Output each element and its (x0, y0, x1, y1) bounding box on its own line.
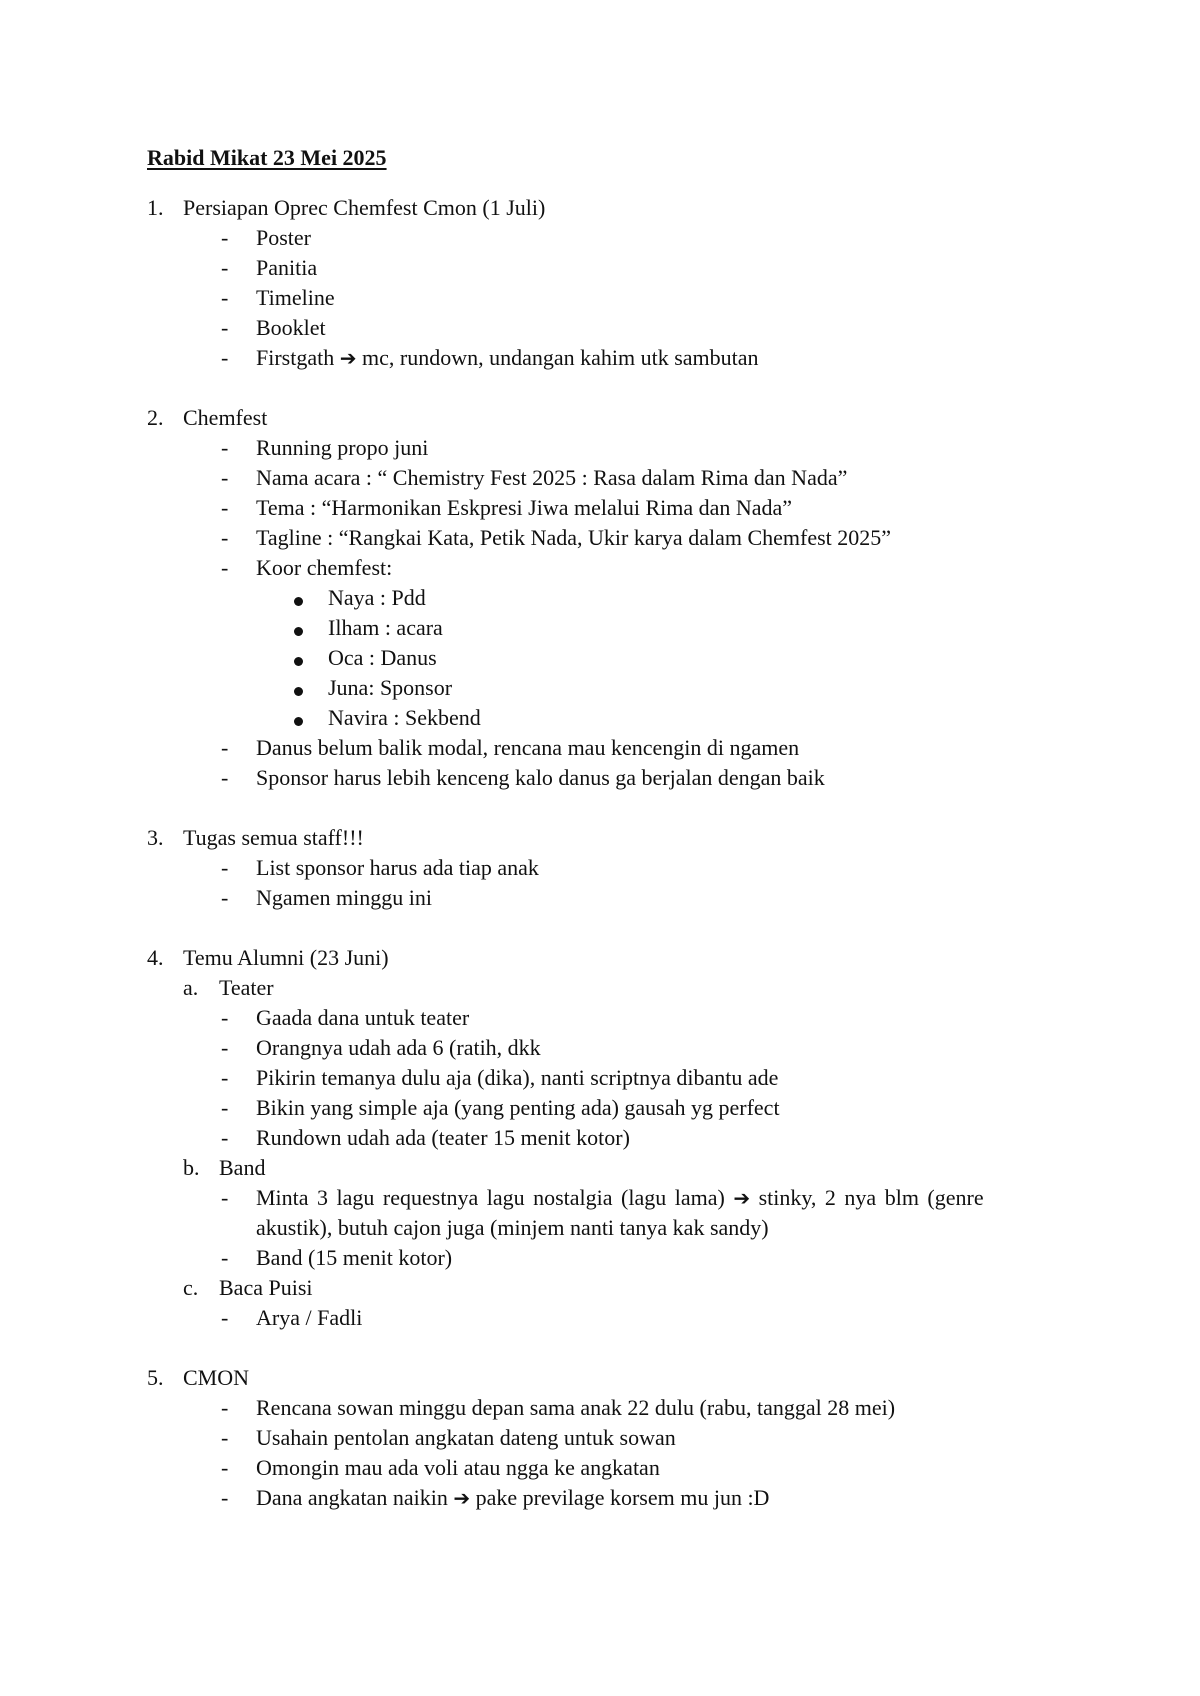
list-item: Running propo juni (256, 435, 429, 460)
subsection-c-letter: c. (183, 1275, 199, 1300)
list-item: Usahain pentolan angkatan dateng untuk sowan (256, 1425, 676, 1450)
list-item: Omongin mau ada voli atau ngga ke angkatan (256, 1455, 660, 1480)
dash-marker: - (221, 1005, 229, 1030)
list-item: Poster (256, 225, 311, 250)
list-item: Danus belum balik modal, rencana mau kencengin di ngamen (256, 735, 800, 760)
dash-marker: - (221, 1425, 229, 1450)
list-item: Tagline : “Rangkai Kata, Petik Nada, Ukir karya dalam Chemfest 2025” (256, 525, 892, 550)
list-item: Koor chemfest: (256, 555, 393, 580)
dash-marker: - (221, 495, 229, 520)
dash-marker: - (221, 1305, 229, 1330)
list-item: Gaada dana untuk teater (256, 1005, 470, 1030)
dash-marker: - (221, 885, 229, 910)
list-item: Orangnya udah ada 6 (ratih, dkk (256, 1035, 541, 1060)
dash-marker: - (221, 1185, 229, 1210)
koor-item: Naya : Pdd (328, 585, 426, 610)
dash-marker: - (221, 345, 229, 370)
section-1-heading: Persiapan Oprec Chemfest Cmon (1 Juli) (183, 195, 546, 220)
subsection-a-letter: a. (183, 975, 199, 1000)
section-2-heading: Chemfest (183, 405, 268, 430)
bullet-icon (294, 687, 303, 696)
list-item-continuation: akustik), butuh cajon juga (minjem nanti tanya kak sandy) (256, 1215, 769, 1240)
section-5-number: 5. (147, 1365, 164, 1390)
document-title: Rabid Mikat 23 Mei 2025 (147, 145, 387, 170)
bullet-icon (294, 597, 303, 606)
koor-item: Ilham : acara (328, 615, 443, 640)
subsection-b-letter: b. (183, 1155, 200, 1180)
list-item: List sponsor harus ada tiap anak (256, 855, 539, 880)
bullet-icon (294, 657, 303, 666)
dash-marker: - (221, 1245, 229, 1270)
koor-item: Juna: Sponsor (328, 675, 453, 700)
list-item: Bikin yang simple aja (yang penting ada) gausah yg perfect (256, 1095, 780, 1120)
dash-marker: - (221, 285, 229, 310)
list-item: Ngamen minggu ini (256, 885, 432, 910)
section-4-heading: Temu Alumni (23 Juni) (183, 945, 389, 970)
arrow-right-icon: ➔ (733, 1186, 751, 1210)
dash-marker: - (221, 435, 229, 460)
list-item: Timeline (256, 285, 335, 310)
dash-marker: - (221, 525, 229, 550)
subsection-a-label: Teater (219, 975, 274, 1000)
koor-item: Oca : Danus (328, 645, 437, 670)
bullet-icon (294, 717, 303, 726)
list-item: Rencana sowan minggu depan sama anak 22 dulu (rabu, tanggal 28 mei) (256, 1395, 896, 1420)
dash-marker: - (221, 465, 229, 490)
subsection-c-label: Baca Puisi (219, 1275, 313, 1300)
dash-marker: - (221, 1395, 229, 1420)
subsection-b-label: Band (219, 1155, 266, 1180)
dash-marker: - (221, 555, 229, 580)
list-item: Sponsor harus lebih kenceng kalo danus ga berjalan dengan baik (256, 765, 825, 790)
list-item-firstgath (256, 343, 759, 373)
band-request-text-cont: stinky, 2 nya blm (genre (758, 1185, 984, 1210)
dana-text: Dana angkatan naikin (256, 1485, 448, 1510)
dash-marker: - (221, 855, 229, 880)
firstgath-detail: mc, rundown, undangan kahim utk sambutan (362, 345, 759, 370)
dash-marker: - (221, 1065, 229, 1090)
list-item: Band (15 menit kotor) (256, 1245, 453, 1270)
section-2-number: 2. (147, 405, 164, 430)
list-item: Panitia (256, 255, 318, 280)
dash-marker: - (221, 1125, 229, 1150)
arrow-right-icon: ➔ (339, 346, 357, 370)
section-1-number: 1. (147, 195, 164, 220)
list-item: Tema : “Harmonikan Eskpresi Jiwa melalui Rima dan Nada” (256, 495, 793, 520)
section-5-heading: CMON (183, 1365, 250, 1390)
dana-text-cont: pake previlage korsem mu jun :D (475, 1485, 770, 1510)
section-3-number: 3. (147, 825, 164, 850)
section-4-number: 4. (147, 945, 164, 970)
arrow-right-icon: ➔ (453, 1486, 471, 1510)
band-request-text: Minta 3 lagu requestnya lagu nostalgia (lagu lama) (256, 1185, 725, 1210)
list-item: Rundown udah ada (teater 15 menit kotor) (256, 1125, 630, 1150)
firstgath-label: Firstgath (256, 345, 335, 370)
dash-marker: - (221, 765, 229, 790)
dash-marker: - (221, 735, 229, 760)
dash-marker: - (221, 315, 229, 340)
dash-marker: - (221, 225, 229, 250)
dash-marker: - (221, 1095, 229, 1120)
list-item-dana (256, 1483, 769, 1513)
list-item-band-request (256, 1183, 1064, 1213)
dash-marker: - (221, 255, 229, 280)
dash-marker: - (221, 1485, 229, 1510)
dash-marker: - (221, 1035, 229, 1060)
list-item: Pikirin temanya dulu aja (dika), nanti scriptnya dibantu ade (256, 1065, 779, 1090)
bullet-icon (294, 627, 303, 636)
list-item: Booklet (256, 315, 326, 340)
section-3-heading: Tugas semua staff!!! (183, 825, 364, 850)
list-item: Nama acara : “ Chemistry Fest 2025 : Rasa dalam Rima dan Nada” (256, 465, 848, 490)
list-item: Arya / Fadli (256, 1305, 363, 1330)
dash-marker: - (221, 1455, 229, 1480)
koor-item: Navira : Sekbend (328, 705, 481, 730)
